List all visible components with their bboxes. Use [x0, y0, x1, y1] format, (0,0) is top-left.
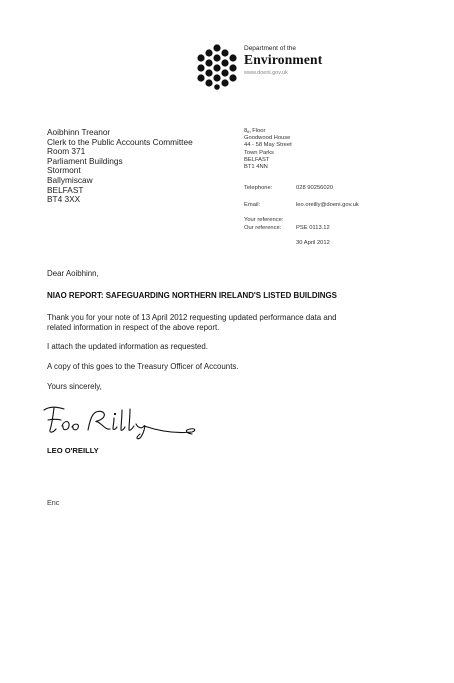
letter-date: 30 April 2012 [296, 240, 330, 246]
your-reference-label: Your reference: [244, 217, 284, 223]
paragraph-line: Thank you for your note of 13 April 2012 requesting updated performance data and [47, 313, 337, 322]
signatory-name: LEO O'REILLY [47, 446, 99, 455]
paragraph-attach: I attach the updated information as requested. [47, 342, 208, 351]
recipient-line: Parliament Buildings [47, 155, 123, 166]
sender-line: Town Parks [244, 149, 274, 156]
salutation: Dear Aoibhinn, [47, 269, 99, 278]
recipient-line: Room 371 [47, 146, 86, 157]
closing: Yours sincerely, [47, 382, 102, 391]
sender-line: Goodwood House [244, 135, 291, 142]
recipient-line: BT4 3XX [47, 194, 81, 205]
recipient-line: Stormont [47, 165, 81, 176]
our-reference-value: PSE 0113.12 [296, 225, 330, 231]
sender-line: BELFAST [244, 156, 270, 163]
email-value: leo.oreilly@doeni.gov.uk [296, 202, 359, 208]
email-label: Email: [244, 202, 261, 208]
recipient-line: Ballymiscaw [47, 174, 93, 185]
paragraph-line: related information in respect of the above report. [47, 322, 220, 332]
enclosure-note: Enc [47, 498, 60, 507]
department-logo-icon [194, 44, 240, 90]
department-website: www.doeni.gov.uk [244, 70, 288, 76]
sender-line: 44 - 58 May Street [244, 142, 292, 149]
paragraph-thanks [47, 313, 337, 333]
recipient-line: Clerk to the Public Accounts Committee [47, 136, 193, 147]
telephone-value: 028 90256020 [296, 185, 334, 191]
department-line: Department of the [244, 45, 297, 52]
sender-floor: 8th Floor [244, 128, 266, 134]
our-reference-label: Our reference: [244, 225, 282, 231]
sender-line: BT1 4NN [244, 164, 268, 171]
subject-heading: NIAO REPORT: SAFEGUARDING NORTHERN IRELAND'S LISTED BUILDINGS [47, 291, 337, 300]
paragraph-copy: A copy of this goes to the Treasury Officer of Accounts. [47, 362, 239, 371]
telephone-label: Telephone: [244, 185, 273, 191]
sender-address [244, 128, 292, 171]
recipient-address [47, 128, 193, 205]
department-name: Environment [244, 52, 323, 67]
recipient-line: Aoibhinn Treanor [47, 127, 111, 137]
recipient-line: BELFAST [47, 184, 84, 195]
signature-image [40, 396, 200, 440]
